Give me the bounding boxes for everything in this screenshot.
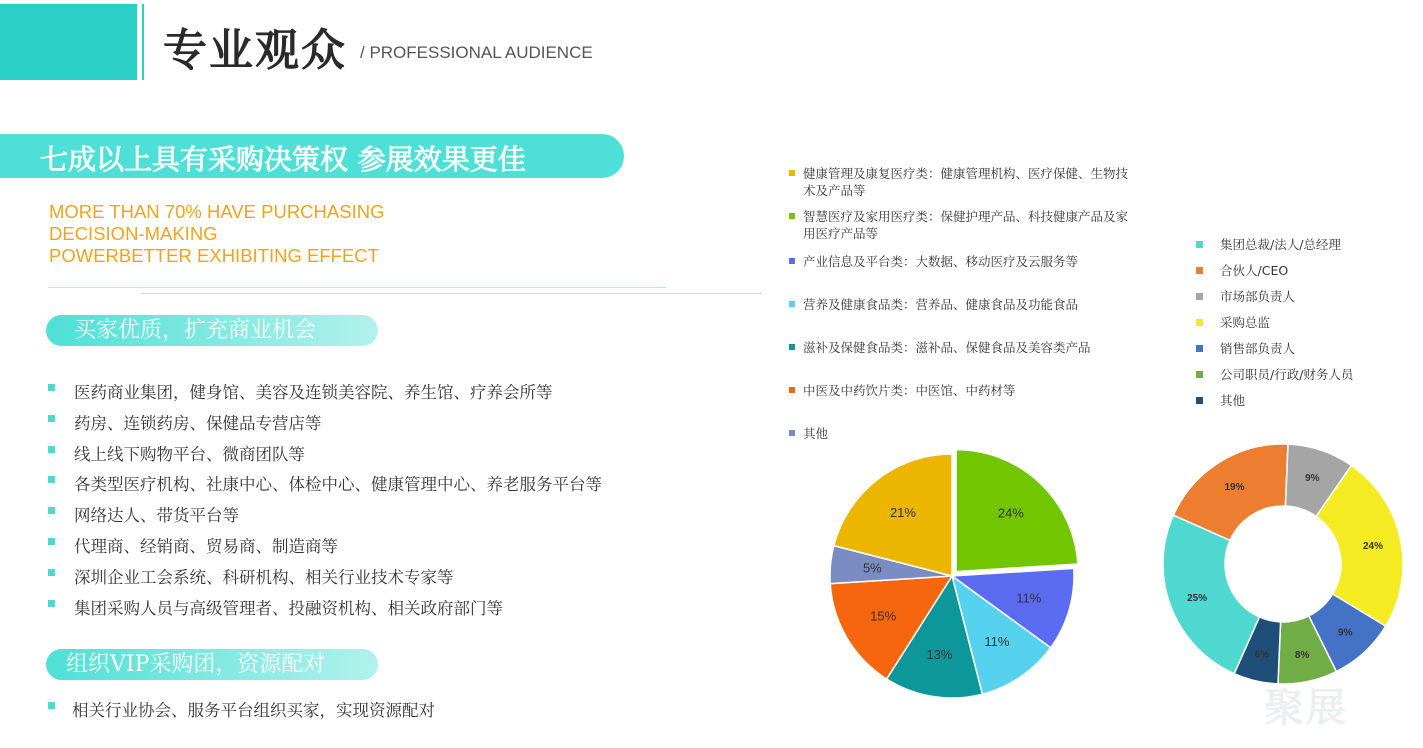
slice-label: 15% [870,608,897,624]
headline-banner [0,134,624,178]
list-item: 代理商、经销商、贸易商、制造商等 [46,533,602,564]
legend-label: 滋补及保健食品类：滋补品、保健食品及美容类产品 [803,340,1091,355]
header-accent-line [142,4,144,80]
slice-label: 9% [1305,472,1320,484]
list-item: 各类型医疗机构、社康中心、体检中心、健康管理中心、养老服务平台等 [46,471,602,502]
divider [140,293,762,294]
legend-swatch [1196,397,1203,404]
page-title: 专业观众 [163,25,347,76]
english-headline [49,201,384,267]
legend-swatch [1196,241,1203,248]
legend-swatch [789,344,795,350]
legend-label: 中医及中药饮片类：中医馆、中药材等 [803,383,1016,398]
slice-label: 8% [1294,649,1310,661]
legend-swatch [789,301,795,307]
bullet-square-icon [48,415,55,422]
legend-swatch [1196,319,1203,326]
slice-label: 9% [1338,627,1353,639]
legend-item [789,253,1129,270]
list-item: 网络达人、带货平台等 [46,502,602,533]
english-line: POWERBETTER EXHIBITING EFFECT [49,245,379,266]
bullet-square-icon [48,507,55,514]
legend-item [1196,314,1270,331]
slice-label: 21% [889,504,916,520]
legend-item [789,165,1129,199]
legend-label: 健康管理及康复医疗类：健康管理机构、医疗保健、生物技术及产品等 [803,166,1129,198]
legend-item [789,339,1129,356]
category-pie-chart [828,450,1086,705]
legend-item [789,208,1129,242]
legend-label: 市场部负责人 [1220,289,1296,304]
slice-label: 19% [1224,481,1245,493]
legend-item [789,382,1129,399]
legend-swatch [789,387,795,393]
bullet-square-icon [48,384,55,391]
legend-label: 公司职员/行政/财务人员 [1220,367,1354,382]
list-item: 药房、连锁药房、保健品专营店等 [46,410,602,441]
bullet-square-icon [48,538,55,545]
list-item: 深圳企业工会系统、科研机构、相关行业技术专家等 [46,564,602,595]
slice-label: 11% [1016,590,1042,606]
english-line: DECISION-MAKING [49,223,218,244]
legend-item [789,296,1129,313]
legend-item [1196,288,1295,305]
legend-swatch [1196,267,1203,274]
legend-item [789,425,1129,442]
pie-slice [1163,515,1259,673]
list-item: 集团采购人员与高级管理者、投融资机构、相关政府部门等 [46,595,602,626]
position-donut-chart [1158,442,1408,687]
legend-label: 营养及健康食品类：营养品、健康食品及功能食品 [803,297,1079,312]
legend-item [1196,262,1288,279]
legend-swatch [1196,371,1203,378]
list-item: 线上线下购物平台、微商团队等 [46,441,602,472]
legend-label: 其他 [1220,393,1246,408]
legend-label: 智慧医疗及家用医疗类：保健护理产品、科技健康产品及家用医疗产品等 [803,209,1129,241]
slice-label: 24% [997,505,1024,521]
legend-label: 合伙人/CEO [1220,263,1289,278]
legend-swatch [789,170,795,176]
slice-label: 11% [984,634,1010,650]
list-item: 相关行业协会、服务平台组织买家，实现资源配对 [46,697,435,721]
buyer-list [46,379,602,625]
page-subtitle: / PROFESSIONAL AUDIENCE [360,43,593,62]
bullet-square-icon [48,702,55,709]
legend-label: 采购总监 [1220,315,1271,330]
headline-text: 七成以上具有采购决策权 参展效果更佳 [40,143,526,176]
legend-label: 集团总裁/法人/总经理 [1220,237,1341,252]
legend-item [1196,366,1353,383]
legend-item [1196,340,1295,357]
section-title-vip: 组织VIP采购团，资源配对 [46,649,378,680]
english-line: MORE THAN 70% HAVE PURCHASING [49,201,385,222]
header-accent-block [0,4,137,80]
legend-label: 销售部负责人 [1220,341,1296,356]
slice-label: 5% [862,560,882,576]
slice-label: 13% [926,647,953,663]
legend-swatch [789,213,795,219]
legend-swatch [789,430,795,436]
legend-label: 产业信息及平台类：大数据、移动医疗及云服务等 [803,254,1079,269]
slice-label: 24% [1362,540,1383,552]
bullet-square-icon [48,600,55,607]
bullet-square-icon [48,476,55,483]
legend-item [1196,236,1341,253]
divider [48,287,666,288]
list-item: 医药商业集团，健身馆、美容及连锁美容院、养生馆、疗养会所等 [46,379,602,410]
section-title-buyers: 买家优质，扩充商业机会 [46,315,378,346]
slice-label: 25% [1187,592,1208,604]
legend-swatch [1196,345,1203,352]
legend-item [1196,392,1245,409]
legend-swatch [789,258,795,264]
legend-swatch [1196,293,1203,300]
bullet-square-icon [48,569,55,576]
slice-label: 6% [1254,649,1270,661]
watermark-logo: 聚展 [1264,685,1348,731]
legend-label: 其他 [803,426,829,441]
bullet-square-icon [48,446,55,453]
